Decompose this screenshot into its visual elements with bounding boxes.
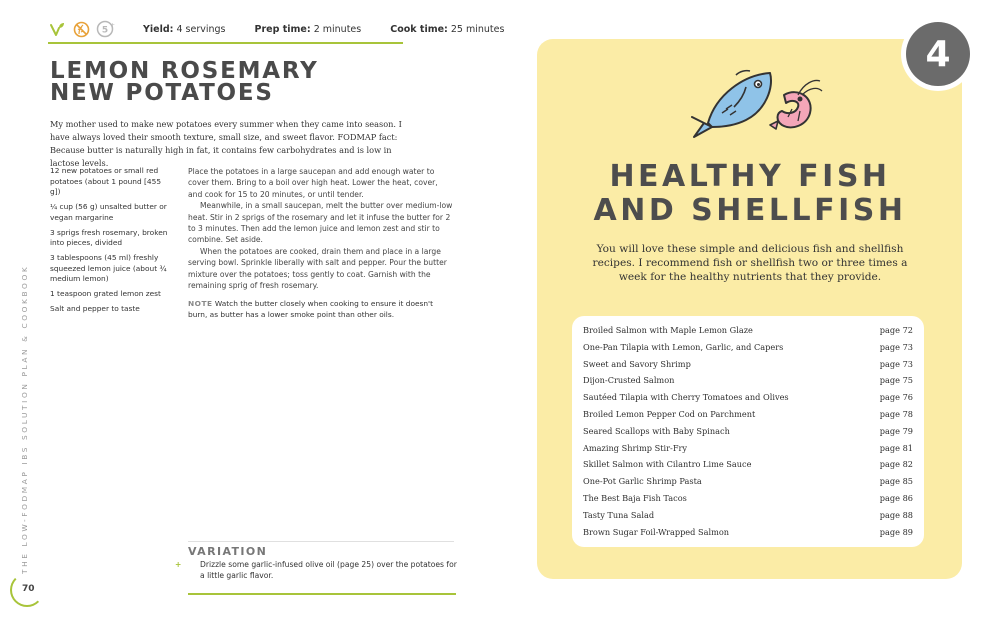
- recipe-index-page: page 73: [879, 358, 913, 369]
- step: When the potatoes are cooked, drain them and place in a large serving bowl. Sprinkle liberally with salt and pepper. Pour the butter mixture over the potatoes; toss gently to coat. Garnish with the remaining sprig of fresh rosemary.: [188, 246, 447, 291]
- fish-icon: [692, 71, 771, 137]
- svg-text:+: +: [110, 22, 116, 29]
- variation-title: VARIATION: [188, 545, 268, 558]
- recipe-index-row[interactable]: [583, 391, 913, 408]
- recipe-index-page: page 72: [879, 325, 913, 335]
- ingredient-list: [50, 166, 172, 319]
- gluten-free-icon: [72, 20, 90, 38]
- recipe-index-name[interactable]: Broiled Salmon with Maple Lemon Glaze: [583, 325, 753, 335]
- recipe-index-page: page 89: [879, 526, 913, 537]
- recipe-index-row[interactable]: [583, 425, 913, 442]
- recipe-index-name[interactable]: Amazing Shrimp Stir-Fry: [583, 442, 688, 453]
- variation-divider: [188, 541, 454, 542]
- recipe-index-row[interactable]: [583, 341, 913, 358]
- chapter-intro: You will love these simple and delicious fish and shellfish recipes. I recommend fish or shellfish two or three times a week for the healthy nutrients that they provide.: [592, 243, 908, 283]
- recipe-index-row[interactable]: [583, 324, 913, 341]
- note-label: NOTE: [188, 299, 213, 308]
- recipe-index-name[interactable]: Seared Scallops with Baby Spinach: [583, 425, 730, 436]
- recipe-index: [572, 316, 924, 547]
- recipe-index-name[interactable]: Broiled Lemon Pepper Cod on Parchment: [583, 408, 756, 419]
- book-title: THE LOW-FODMAP IBS SOLUTION PLAN & COOKBOOK: [20, 264, 29, 574]
- recipe-index-page: page 73: [879, 341, 913, 352]
- vegetarian-icon: [48, 20, 66, 38]
- recipe-index-name[interactable]: One-Pan Tilapia with Lemon, Garlic, and Capers: [583, 341, 784, 352]
- ingredient-item: Salt and pepper to taste: [50, 304, 140, 313]
- footer-divider: [188, 593, 456, 595]
- step: Meanwhile, in a small saucepan, melt the butter over medium-low heat. Stir in 2 sprigs of the rosemary and let it infuse the butter for 2 to 3 minutes. Then add the lemon juice and lemon zest and stir to combine. Set aside.: [188, 201, 453, 245]
- note-text: Watch the butter closely when cooking to ensure it doesn't burn, as butter has a lower smoke point than other oils.: [188, 299, 433, 319]
- chapter-title: HEALTHY FISH AND SHELLFISH: [593, 159, 907, 228]
- recipe-index-page: page 85: [879, 476, 913, 487]
- fish-shrimp-illustration: [688, 65, 823, 145]
- recipe-index-row[interactable]: [583, 492, 913, 509]
- diet-icons: [48, 20, 114, 38]
- recipe-meta: [143, 24, 530, 35]
- ingredient-item: 3 sprigs fresh rosemary, broken into pieces, divided: [50, 227, 168, 247]
- recipe-index-name[interactable]: Sweet and Savory Shrimp: [583, 358, 691, 369]
- recipe-index-page: page 81: [879, 442, 913, 453]
- prep-time: Prep time: 2 minutes: [254, 24, 362, 35]
- recipe-index-page: page 86: [879, 492, 913, 503]
- recipe-index-page: page 75: [879, 375, 913, 386]
- five-ingredients-icon: [96, 20, 114, 38]
- recipe-index-page: page 76: [879, 392, 913, 403]
- recipe-index-name[interactable]: Skillet Salmon with Cilantro Lime Sauce: [583, 459, 752, 470]
- recipe-index-row[interactable]: [583, 509, 913, 526]
- recipe-index-page: page 88: [879, 509, 913, 520]
- recipe-index-row[interactable]: [583, 475, 913, 492]
- ingredient-item: 3 tablespoons (45 ml) freshly squeezed lemon juice (about ¾ medium lemon): [50, 253, 167, 283]
- cook-time: Cook time: 25 minutes: [390, 24, 505, 35]
- recipe-index-row[interactable]: [583, 458, 913, 475]
- recipe-note: [188, 298, 454, 320]
- recipe-index-row[interactable]: [583, 526, 913, 543]
- recipe-index-page: page 82: [879, 459, 913, 470]
- ingredient-item: 1 teaspoon grated lemon zest: [50, 289, 161, 298]
- chapter-number: 4: [906, 22, 970, 86]
- yield: Yield: 4 servings: [143, 24, 226, 35]
- svg-text:5: 5: [101, 25, 109, 36]
- recipe-index-row[interactable]: [583, 358, 913, 375]
- recipe-index-list: [583, 324, 913, 542]
- plus-icon: +: [175, 560, 182, 569]
- step: Place the potatoes in a large saucepan and add enough water to cover them. Bring to a boil over high heat. Lower the heat, cover, and cook for 15 to 20 minutes, or until tender.: [188, 167, 438, 199]
- page-number: 70: [22, 584, 35, 594]
- recipe-index-name[interactable]: Dijon-Crusted Salmon: [583, 375, 675, 386]
- recipe-index-row[interactable]: [583, 442, 913, 459]
- recipe-index-name[interactable]: Brown Sugar Foil-Wrapped Salmon: [583, 526, 730, 537]
- recipe-index-page: page 79: [879, 425, 913, 436]
- ingredient-item: ¼ cup (56 g) unsalted butter or vegan margarine: [50, 202, 167, 222]
- recipe-index-row[interactable]: [583, 374, 913, 391]
- recipe-index-page: page 78: [879, 408, 913, 419]
- recipe-index-name[interactable]: Tasty Tuna Salad: [583, 509, 655, 520]
- recipe-intro: My mother used to make new potatoes every summer when they came into season. I have always loved their smooth texture, small size, and sweet flavor. FODMAP fact: Because butter is naturally high in fat, it contains few carbohydrates and is low in lactose levels.: [50, 119, 402, 168]
- recipe-index-row[interactable]: [583, 408, 913, 425]
- ingredient-item: 12 new potatoes or small red potatoes (about 1 pound [455 g]): [50, 166, 162, 196]
- shrimp-icon: [770, 81, 822, 129]
- recipe-steps: [188, 166, 454, 291]
- header-divider: [48, 42, 403, 44]
- recipe-index-name[interactable]: Sautéed Tilapia with Cherry Tomatoes and Olives: [583, 392, 789, 403]
- recipe-index-name[interactable]: One-Pot Garlic Shrimp Pasta: [583, 476, 702, 487]
- variation-text: + Drizzle some garlic-infused olive oil (page 25) over the potatoes for a little garlic flavor.: [175, 560, 457, 580]
- recipe-title: LEMON ROSEMARY NEW POTATOES: [50, 58, 319, 106]
- recipe-index-name[interactable]: The Best Baja Fish Tacos: [583, 492, 687, 503]
